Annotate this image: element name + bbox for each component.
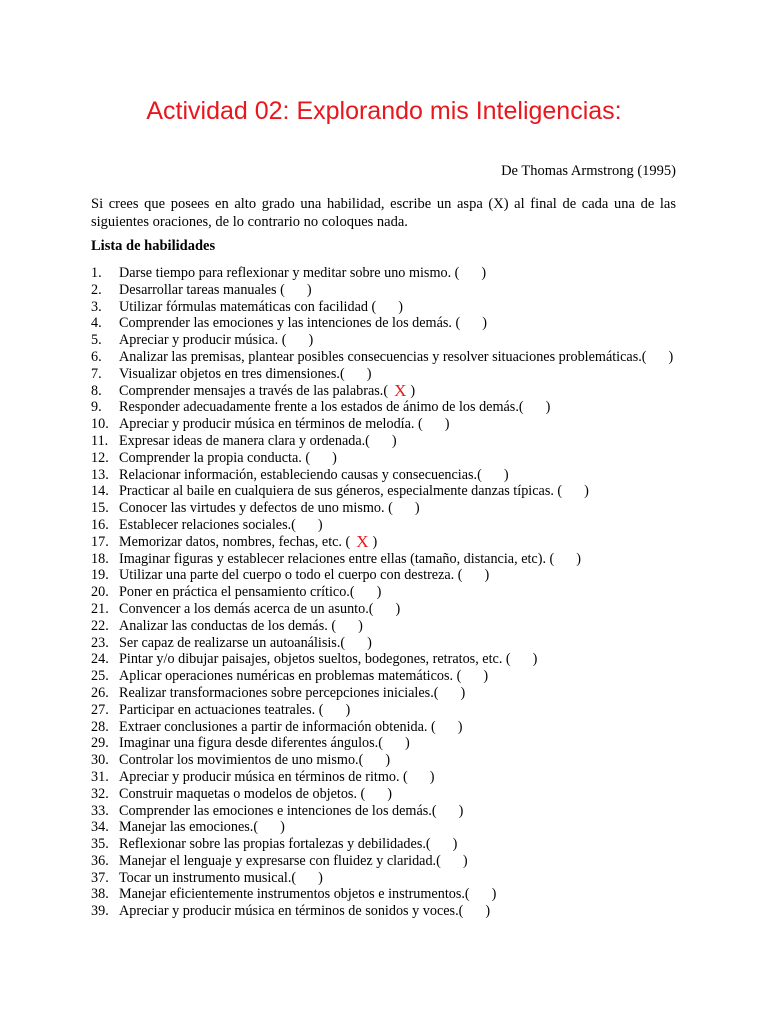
answer-mark[interactable] bbox=[653, 349, 665, 366]
item-text: Utilizar una parte del cuerpo o todo el cuerpo con destreza. ( bbox=[119, 567, 463, 584]
item-close-paren: ) bbox=[452, 836, 458, 853]
answer-mark[interactable] bbox=[469, 567, 481, 584]
answer-mark[interactable] bbox=[361, 584, 373, 601]
item-number: 3. bbox=[91, 298, 102, 315]
item-close-paren: ) bbox=[457, 718, 463, 735]
list-item bbox=[91, 282, 691, 299]
item-close-paren: ) bbox=[372, 533, 378, 550]
item-close-paren: ) bbox=[458, 802, 464, 819]
item-text: Aplicar operaciones numéricas en problemas matemáticos. ( bbox=[119, 668, 462, 685]
item-number: 38. bbox=[91, 886, 109, 903]
item-text: Tocar un instrumento musical.( bbox=[119, 869, 297, 886]
item-number: 25. bbox=[91, 668, 109, 685]
list-item bbox=[91, 769, 691, 786]
item-text: Manejar las emociones.( bbox=[119, 819, 259, 836]
item-text: Analizar las premisas, plantear posibles consecuencias y resolver situaciones problemáticas.( bbox=[119, 348, 647, 365]
item-close-paren: ) bbox=[318, 869, 323, 886]
answer-mark[interactable] bbox=[466, 315, 478, 332]
list-item bbox=[91, 803, 691, 820]
answer-mark[interactable] bbox=[414, 769, 426, 786]
list-item bbox=[91, 903, 691, 920]
item-close-paren: ) bbox=[385, 752, 391, 769]
list-item bbox=[91, 702, 691, 719]
item-close-paren: ) bbox=[668, 348, 674, 365]
item-close-paren: ) bbox=[584, 483, 589, 500]
answer-mark[interactable] bbox=[568, 483, 580, 500]
item-close-paren: ) bbox=[367, 634, 372, 651]
item-number: 30. bbox=[91, 752, 109, 769]
answer-mark[interactable] bbox=[329, 702, 341, 719]
list-item bbox=[91, 467, 691, 484]
list-item bbox=[91, 399, 691, 416]
item-text: Analizar las conductas de los demás. ( bbox=[119, 617, 337, 634]
item-close-paren: ) bbox=[387, 785, 393, 802]
item-number: 9. bbox=[91, 399, 102, 416]
answer-mark[interactable] bbox=[369, 752, 381, 769]
item-text: Comprender la propia conducta. ( bbox=[119, 449, 311, 466]
item-number: 36. bbox=[91, 852, 109, 869]
answer-mark[interactable] bbox=[342, 618, 354, 635]
item-close-paren: ) bbox=[404, 735, 410, 752]
list-item bbox=[91, 735, 691, 752]
answer-mark[interactable] bbox=[469, 903, 481, 920]
item-close-paren: ) bbox=[444, 416, 450, 433]
item-text: Desarrollar tareas manuales ( bbox=[119, 281, 285, 298]
list-item bbox=[91, 366, 691, 383]
item-text: Convencer a los demás acerca de un asunto.( bbox=[119, 600, 374, 617]
item-number: 33. bbox=[91, 802, 109, 819]
item-close-paren: ) bbox=[485, 903, 491, 920]
list-item bbox=[91, 416, 691, 433]
list-item bbox=[91, 531, 691, 551]
list-item bbox=[91, 668, 691, 685]
item-number: 21. bbox=[91, 600, 109, 617]
list-item bbox=[91, 601, 691, 618]
item-close-paren: ) bbox=[317, 516, 323, 533]
answer-mark[interactable] bbox=[382, 299, 394, 316]
list-item bbox=[91, 584, 691, 601]
item-number: 5. bbox=[91, 332, 102, 349]
item-text: Visualizar objetos en tres dimensiones.( bbox=[119, 365, 345, 382]
answer-mark[interactable] bbox=[264, 819, 276, 836]
item-number: 18. bbox=[91, 550, 109, 567]
item-text: Realizar transformaciones sobre percepciones iniciales.( bbox=[119, 684, 439, 701]
list-item bbox=[91, 517, 691, 534]
item-close-paren: ) bbox=[532, 651, 538, 668]
answer-mark[interactable] bbox=[379, 601, 391, 618]
answer-mark[interactable] bbox=[316, 450, 328, 467]
answer-mark[interactable] bbox=[476, 886, 488, 903]
item-text: Utilizar fórmulas matemáticas con facilidad ( bbox=[119, 298, 377, 315]
item-close-paren: ) bbox=[391, 432, 397, 449]
answer-mark[interactable] bbox=[560, 551, 572, 568]
answer-mark[interactable] bbox=[517, 651, 529, 668]
answer-mark[interactable] bbox=[429, 416, 441, 433]
list-item bbox=[91, 870, 691, 887]
item-number: 37. bbox=[91, 869, 109, 886]
item-text: Comprender mensajes a través de las palabras.( bbox=[119, 382, 389, 399]
item-number: 16. bbox=[91, 516, 109, 533]
item-number: 6. bbox=[91, 348, 102, 365]
list-item bbox=[91, 886, 691, 903]
item-text: Apreciar y producir música en términos de sonidos y voces.( bbox=[119, 903, 464, 920]
item-close-paren: ) bbox=[398, 298, 403, 315]
item-close-paren: ) bbox=[462, 852, 468, 869]
item-close-paren: ) bbox=[376, 584, 382, 601]
item-text: Manejar el lenguaje y expresarse con fluidez y claridad.( bbox=[119, 852, 441, 869]
item-close-paren: ) bbox=[280, 819, 285, 836]
answer-mark[interactable] bbox=[302, 870, 314, 887]
list-item bbox=[91, 265, 691, 282]
answer-mark[interactable] bbox=[376, 433, 388, 450]
item-number: 10. bbox=[91, 416, 109, 433]
list-item bbox=[91, 836, 691, 853]
item-text: Responder adecuadamente frente a los estados de ánimo de los demás.( bbox=[119, 399, 524, 416]
item-text: Participar en actuaciones teatrales. ( bbox=[119, 701, 324, 718]
item-number: 2. bbox=[91, 281, 102, 298]
item-text: Imaginar una figura desde diferentes ángulos.( bbox=[119, 735, 383, 752]
author-citation: De Thomas Armstrong (1995) bbox=[501, 163, 676, 179]
item-text: Comprender las emociones e intenciones de los demás.( bbox=[119, 802, 437, 819]
item-close-paren: ) bbox=[482, 315, 487, 332]
item-close-paren: ) bbox=[460, 684, 466, 701]
item-text: Apreciar y producir música. ( bbox=[119, 332, 287, 349]
skills-list bbox=[91, 265, 691, 920]
item-close-paren: ) bbox=[484, 567, 490, 584]
answer-mark[interactable] bbox=[302, 517, 314, 534]
answer-mark[interactable] bbox=[447, 853, 459, 870]
answer-mark[interactable]: X bbox=[394, 380, 407, 400]
item-number: 34. bbox=[91, 819, 109, 836]
list-item bbox=[91, 819, 691, 836]
item-text: Darse tiempo para reflexionar y meditar sobre uno mismo. ( bbox=[119, 265, 460, 281]
item-text: Expresar ideas de manera clara y ordenada.( bbox=[119, 432, 370, 449]
item-text: Practicar al baile en cualquiera de sus géneros, especialmente danzas típicas. ( bbox=[119, 483, 563, 500]
item-number: 12. bbox=[91, 449, 109, 466]
item-close-paren: ) bbox=[483, 668, 489, 685]
item-number: 1. bbox=[91, 265, 102, 281]
item-number: 13. bbox=[91, 466, 109, 483]
answer-mark[interactable] bbox=[292, 332, 304, 349]
item-close-paren: ) bbox=[358, 617, 363, 634]
item-close-paren: ) bbox=[410, 382, 416, 399]
list-item bbox=[91, 651, 691, 668]
item-text: Memorizar datos, nombres, fechas, etc. ( bbox=[119, 533, 351, 550]
item-close-paren: ) bbox=[545, 399, 551, 416]
item-text: Establecer relaciones sociales.( bbox=[119, 516, 296, 533]
list-item bbox=[91, 315, 691, 332]
item-close-paren: ) bbox=[395, 600, 401, 617]
list-item bbox=[91, 500, 691, 517]
list-heading: Lista de habilidades bbox=[91, 238, 216, 254]
answer-mark[interactable] bbox=[389, 735, 401, 752]
item-number: 4. bbox=[91, 315, 102, 332]
item-text: Construir maquetas o modelos de objetos. ( bbox=[119, 785, 366, 802]
answer-mark[interactable] bbox=[371, 786, 383, 803]
list-item bbox=[91, 719, 691, 736]
answer-mark[interactable] bbox=[465, 265, 477, 282]
list-item bbox=[91, 433, 691, 450]
answer-mark[interactable] bbox=[351, 635, 363, 652]
answer-mark[interactable] bbox=[444, 685, 456, 702]
item-number: 14. bbox=[91, 483, 109, 500]
item-number: 39. bbox=[91, 903, 109, 920]
item-text: Comprender las emociones y las intenciones de los demás. ( bbox=[119, 315, 461, 332]
item-number: 22. bbox=[91, 617, 109, 634]
answer-mark[interactable] bbox=[467, 668, 479, 685]
item-number: 11. bbox=[91, 432, 109, 449]
list-item bbox=[91, 786, 691, 803]
list-item bbox=[91, 635, 691, 652]
item-text: Apreciar y producir música en términos de melodía. ( bbox=[119, 416, 423, 433]
item-number: 29. bbox=[91, 735, 109, 752]
item-number: 24. bbox=[91, 651, 109, 668]
answer-mark[interactable] bbox=[291, 282, 303, 299]
list-item bbox=[91, 380, 691, 400]
answer-mark[interactable] bbox=[351, 366, 363, 383]
item-close-paren: ) bbox=[345, 701, 351, 718]
item-number: 35. bbox=[91, 836, 109, 853]
list-item bbox=[91, 349, 691, 366]
answer-mark[interactable] bbox=[399, 500, 411, 517]
list-item bbox=[91, 551, 691, 568]
item-close-paren: ) bbox=[491, 886, 497, 903]
list-item bbox=[91, 450, 691, 467]
item-number: 15. bbox=[91, 500, 109, 517]
answer-mark[interactable] bbox=[488, 467, 500, 484]
item-number: 26. bbox=[91, 684, 109, 701]
item-number: 28. bbox=[91, 718, 109, 735]
item-close-paren: ) bbox=[306, 281, 312, 298]
answer-mark[interactable] bbox=[442, 719, 454, 736]
list-item bbox=[91, 483, 691, 500]
item-text: Ser capaz de realizarse un autoanálisis.( bbox=[119, 634, 346, 651]
answer-mark[interactable] bbox=[443, 803, 455, 820]
list-item bbox=[91, 618, 691, 635]
page-title: Actividad 02: Explorando mis Inteligencias: bbox=[146, 96, 622, 125]
item-number: 7. bbox=[91, 365, 102, 382]
item-number: 32. bbox=[91, 785, 109, 802]
item-text: Reflexionar sobre las propias fortalezas y debilidades.( bbox=[119, 836, 431, 853]
item-text: Apreciar y producir música en términos de ritmo. ( bbox=[119, 768, 408, 785]
answer-mark[interactable] bbox=[437, 836, 449, 853]
item-text: Poner en práctica el pensamiento crítico.( bbox=[119, 584, 355, 601]
item-close-paren: ) bbox=[503, 466, 509, 483]
list-item bbox=[91, 332, 691, 349]
item-close-paren: ) bbox=[576, 550, 582, 567]
item-number: 27. bbox=[91, 701, 109, 718]
item-text: Controlar los movimientos de uno mismo.( bbox=[119, 752, 364, 769]
list-item bbox=[91, 567, 691, 584]
item-number: 8. bbox=[91, 382, 102, 399]
item-close-paren: ) bbox=[366, 365, 372, 382]
item-close-paren: ) bbox=[429, 768, 435, 785]
item-number: 17. bbox=[91, 533, 109, 550]
answer-mark[interactable]: X bbox=[356, 531, 369, 551]
instructions-paragraph: Si crees que posees en alto grado una habilidad, escribe un aspa (X) al final de cada una de las siguientes oraciones, de lo contrario no coloques nada. bbox=[91, 196, 676, 230]
list-item bbox=[91, 853, 691, 870]
item-text: Pintar y/o dibujar paisajes, objetos sueltos, bodegones, retratos, etc. ( bbox=[119, 651, 511, 668]
item-number: 31. bbox=[91, 768, 109, 785]
list-item bbox=[91, 752, 691, 769]
list-item bbox=[91, 685, 691, 702]
item-number: 20. bbox=[91, 584, 109, 601]
item-text: Relacionar información, estableciendo causas y consecuencias.( bbox=[119, 466, 482, 483]
item-number: 23. bbox=[91, 634, 109, 651]
item-number: 19. bbox=[91, 567, 109, 584]
answer-mark[interactable] bbox=[530, 399, 542, 416]
item-text: Extraer conclusiones a partir de información obtenida. ( bbox=[119, 718, 436, 735]
item-close-paren: ) bbox=[332, 449, 337, 466]
item-text: Conocer las virtudes y defectos de uno mismo. ( bbox=[119, 500, 393, 517]
item-close-paren: ) bbox=[308, 332, 314, 349]
item-text: Imaginar figuras y establecer relaciones entre ellas (tamaño, distancia, etc). ( bbox=[119, 550, 555, 567]
item-close-paren: ) bbox=[481, 265, 487, 281]
item-close-paren: ) bbox=[414, 500, 420, 517]
list-item bbox=[91, 299, 691, 316]
item-text: Manejar eficientemente instrumentos objetos e instrumentos.( bbox=[119, 886, 470, 903]
